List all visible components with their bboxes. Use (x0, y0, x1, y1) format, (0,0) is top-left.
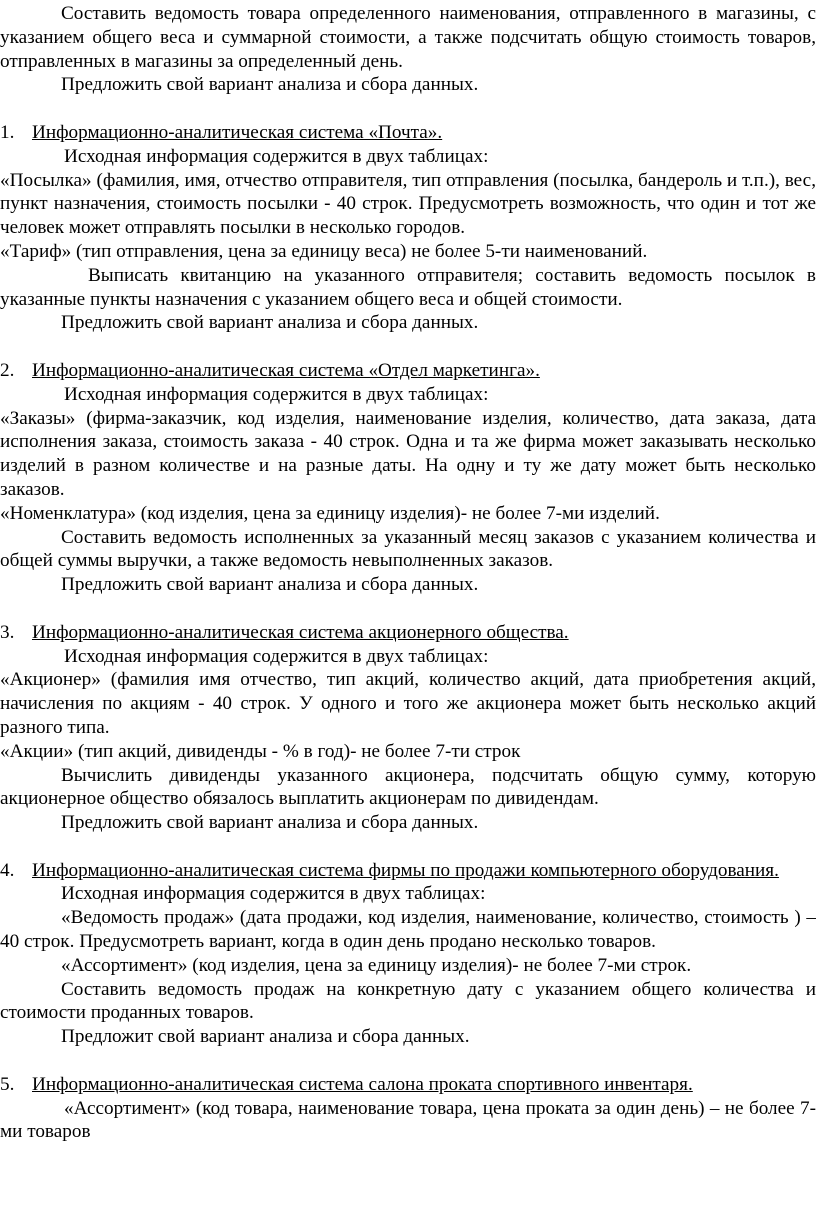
section-number: 1. (0, 121, 15, 143)
table-description: «Посылка» (фамилия, имя, отчество отправителя, тип отправления (посылка, бандероль и т.п.), вес, пункт назначения, стоимость посылки - 40 строк. Предусмотреть возможность, что один и тот же человек может отправлять посылки в несколько городов. (0, 169, 816, 239)
table-description: «Акции» (тип акций, дивиденды - % в год)- не более 7-ти строк (0, 740, 521, 762)
section-lead: Исходная информация содержится в двух таблицах: (64, 383, 489, 405)
table-description: «Акционер» (фамилия имя отчество, тип акций, количество акций, дата приобретения акций, начисления по акциям - 40 строк. У одного и того же акционера может быть несколько акций разного типа. (0, 669, 816, 738)
section-3-heading (0, 621, 816, 645)
section-2-heading (0, 359, 816, 383)
section-number: 5. (0, 1073, 15, 1095)
intro-paragraph: Составить ведомость товара определенного наименования, отправленного в магазины, с указанием общего веса и суммарной стоимости, а также подсчитать общую стоимость товаров, отправленных в магазины за определенный день. (0, 3, 816, 72)
table-description: «Ведомость продаж» (дата продажи, код изделия, наименование, количество, стоимость ) – 40 строк. Предусмотреть вариант, когда в один день продано несколько товаров. (0, 907, 816, 953)
section-title: Информационно-аналитическая система фирмы по продажи компьютерного оборудования. (32, 859, 779, 881)
table-description: «Заказы» (фирма-заказчик, код изделия, наименование изделия, количество, дата заказа, дата исполнения заказа, стоимость заказа - 40 строк. Одна и та же фирма может заказывать несколько изделий в разном количестве и на разные даты. На одну и ту же дату может быть несколько заказов. (0, 407, 816, 500)
offer-paragraph: Предложить свой вариант анализа и сбора данных. (61, 312, 479, 334)
table-description: «Ассортимент» (код изделия, цена за единицу изделия)- не более 7-ми строк. (61, 954, 692, 976)
intro-offer: Предложить свой вариант анализа и сбора данных. (61, 74, 479, 96)
section-number: 3. (0, 621, 15, 643)
section-title: Информационно-аналитическая система акционерного общества. (32, 621, 569, 643)
section-lead: Исходная информация содержится в двух таблицах: (64, 145, 489, 167)
section-lead: Исходная информация содержится в двух таблицах: (61, 883, 486, 905)
table-description: «Тариф» (тип отправления, цена за единицу веса) не более 5-ти наименований. (0, 240, 648, 262)
section-lead: Исходная информация содержится в двух таблицах: (64, 645, 489, 667)
section-4-heading (0, 859, 816, 883)
section-number: 2. (0, 359, 15, 381)
offer-paragraph: Предложить свой вариант анализа и сбора данных. (61, 574, 479, 596)
task-paragraph: Составить ведомость продаж на конкретную дату с указанием общего количества и стоимости проданных товаров. (0, 978, 816, 1024)
section-title: Информационно-аналитическая система «Почта». (32, 121, 443, 143)
offer-paragraph: Предложить свой вариант анализа и сбора данных. (61, 812, 479, 834)
section-number: 4. (0, 859, 15, 881)
task-paragraph: Составить ведомость исполненных за указанный месяц заказов с указанием количества и общей суммы выручки, а также ведомость невыполненных заказов. (0, 526, 816, 572)
section-1-heading (0, 121, 816, 145)
task-paragraph: Выписать квитанцию на указанного отправителя; составить ведомость посылок в указанные пункты назначения с указанием общего веса и общей стоимости. (0, 264, 816, 310)
table-description: «Ассортимент» (код товара, наименование товара, цена проката за один день) – не более 7-ми товаров (0, 1097, 816, 1143)
task-paragraph: Вычислить дивиденды указанного акционера, подсчитать общую сумму, которую акционерное общество обязалось выплатить акционерам по дивидендам. (0, 764, 816, 810)
section-5-heading (0, 1073, 816, 1097)
section-title: Информационно-аналитическая система «Отдел маркетинга». (32, 359, 540, 381)
section-title: Информационно-аналитическая система салона проката спортивного инвентаря. (32, 1073, 693, 1095)
table-description: «Номенклатура» (код изделия, цена за единицу изделия)- не более 7-ми изделий. (0, 502, 660, 524)
offer-paragraph: Предложит свой вариант анализа и сбора данных. (61, 1026, 470, 1048)
